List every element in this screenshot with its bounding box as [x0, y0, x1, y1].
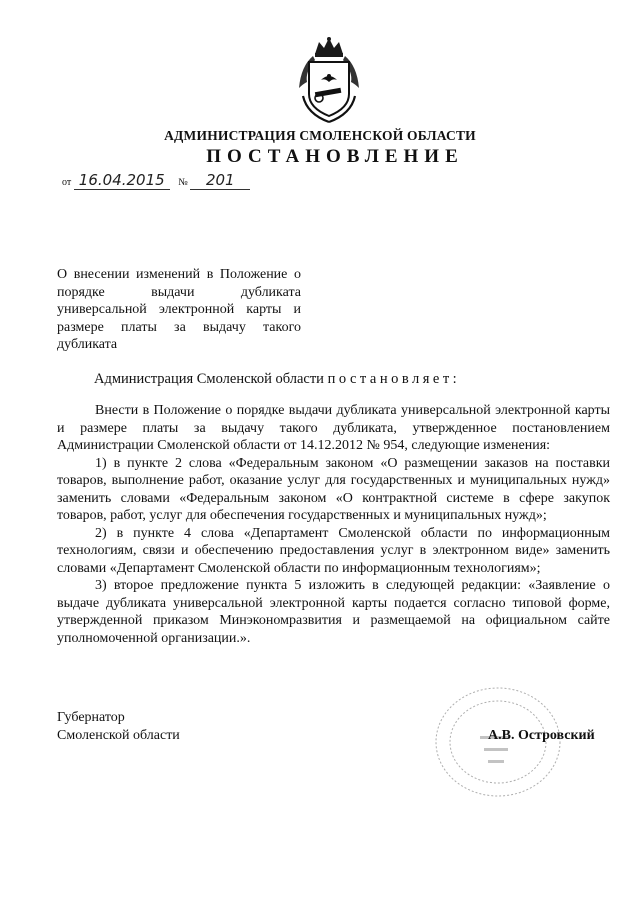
document-body [57, 402, 610, 647]
coat-of-arms-icon [293, 36, 365, 124]
amendment-item-3: 3) второе предложение пункта 5 изложить в следующей редакции: «Заявление о выдаче дубликата универсальной электронной карты подается согласно типовой форме, утвержденной приказом Минэкономразвития и размещаемой на официальном сайте уполномоченной организации.». [57, 578, 610, 646]
date-value: 16.04.2015 [74, 172, 170, 190]
decree-intro-verb: постановляет: [327, 371, 461, 387]
document-subject: О внесении изменений в Положение о порядке выдачи дубликата универсальной электронной карты и размере платы за выдачу такого дубликата [57, 267, 301, 352]
amendment-item-1: 1) в пункте 2 слова «Федеральным законом «О размещении заказов на поставки товаров, выполнение работ, оказание услуг для государственных и муниципальных нужд» заменить словами «Федеральным законом «О контрактной системе в сфере закупок товаров, работ, услуг для обеспечения государственных и муниципальных нужд»; [57, 455, 610, 523]
signer-title-line-2: Смоленской области [57, 728, 180, 743]
amendment-item-2: 2) в пункте 4 слова «Департамент Смоленской области по информационным технологиям, связи и обеспечению предоставления услуг в электронном виде» заменить словами «Департамент Смоленской области по информационным технологиям»; [57, 525, 610, 576]
decree-intro [94, 371, 460, 388]
date-number-line [62, 172, 250, 190]
decree-intro-prefix: Администрация Смоленской области [94, 371, 324, 387]
date-label: от [62, 177, 72, 188]
signer-title [57, 709, 180, 745]
preamble-paragraph: Внести в Положение о порядке выдачи дубликата универсальной электронной карты и размере платы за выдачу такого дубликата, утвержденное постановлением Администрации Смоленской области от 14.12.2012 № 954, следующие изменения: [57, 403, 610, 453]
signer-name: А.В. Островский [488, 728, 595, 743]
signer-title-line-1: Губернатор [57, 710, 125, 725]
number-label: № [178, 177, 188, 188]
organization-name: АДМИНИСТРАЦИЯ СМОЛЕНСКОЙ ОБЛАСТИ [164, 128, 476, 143]
document-type: ПОСТАНОВЛЕНИЕ [206, 146, 464, 167]
number-value: 201 [190, 172, 250, 190]
